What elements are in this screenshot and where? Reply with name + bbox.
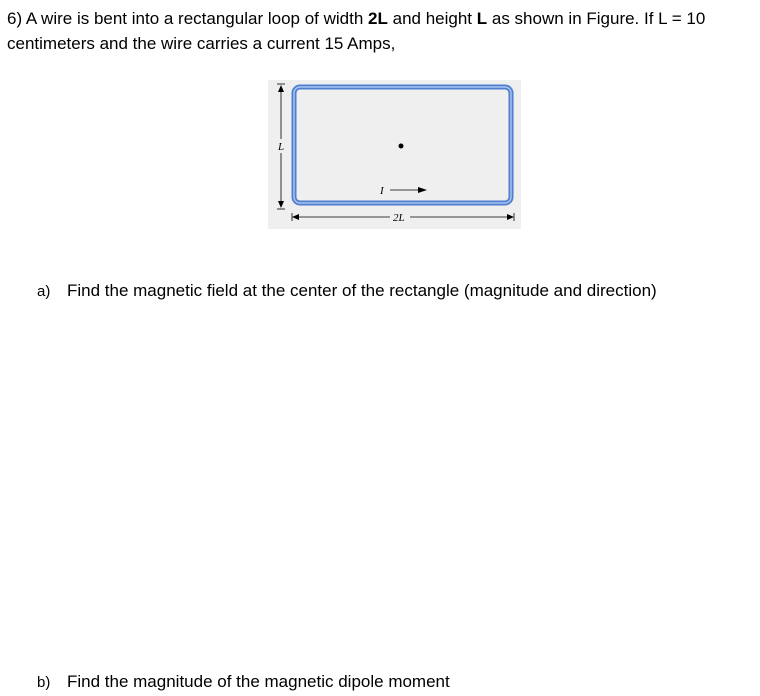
center-point (399, 144, 404, 149)
problem-text-part-2: and height (392, 9, 473, 28)
problem-number: 6) (7, 9, 23, 28)
height-value: L (476, 9, 488, 28)
problem-statement (7, 6, 757, 56)
question-a-text: Find the magnetic field at the center of the rectangle (magnitude and direction) (67, 281, 657, 300)
problem-text-part-3: as shown in Figure. If L = 10 (491, 9, 706, 28)
figure-background (268, 80, 521, 229)
question-b (37, 671, 450, 694)
width-value: 2L (368, 9, 388, 28)
question-b-text: Find the magnitude of the magnetic dipole moment (67, 672, 450, 691)
height-label: L (278, 141, 285, 153)
question-a-marker: a) (37, 283, 51, 300)
rectangular-loop-figure (268, 80, 521, 229)
figure-diagram (268, 80, 521, 229)
current-label: I (380, 185, 384, 197)
width-label: 2L (393, 212, 405, 224)
question-b-marker: b) (37, 674, 51, 691)
problem-text-part-4: centimeters and the wire carries a current 15 Amps, (7, 34, 396, 53)
question-a (37, 280, 657, 303)
problem-text-part-1: A wire is bent into a rectangular loop of width (25, 9, 364, 28)
